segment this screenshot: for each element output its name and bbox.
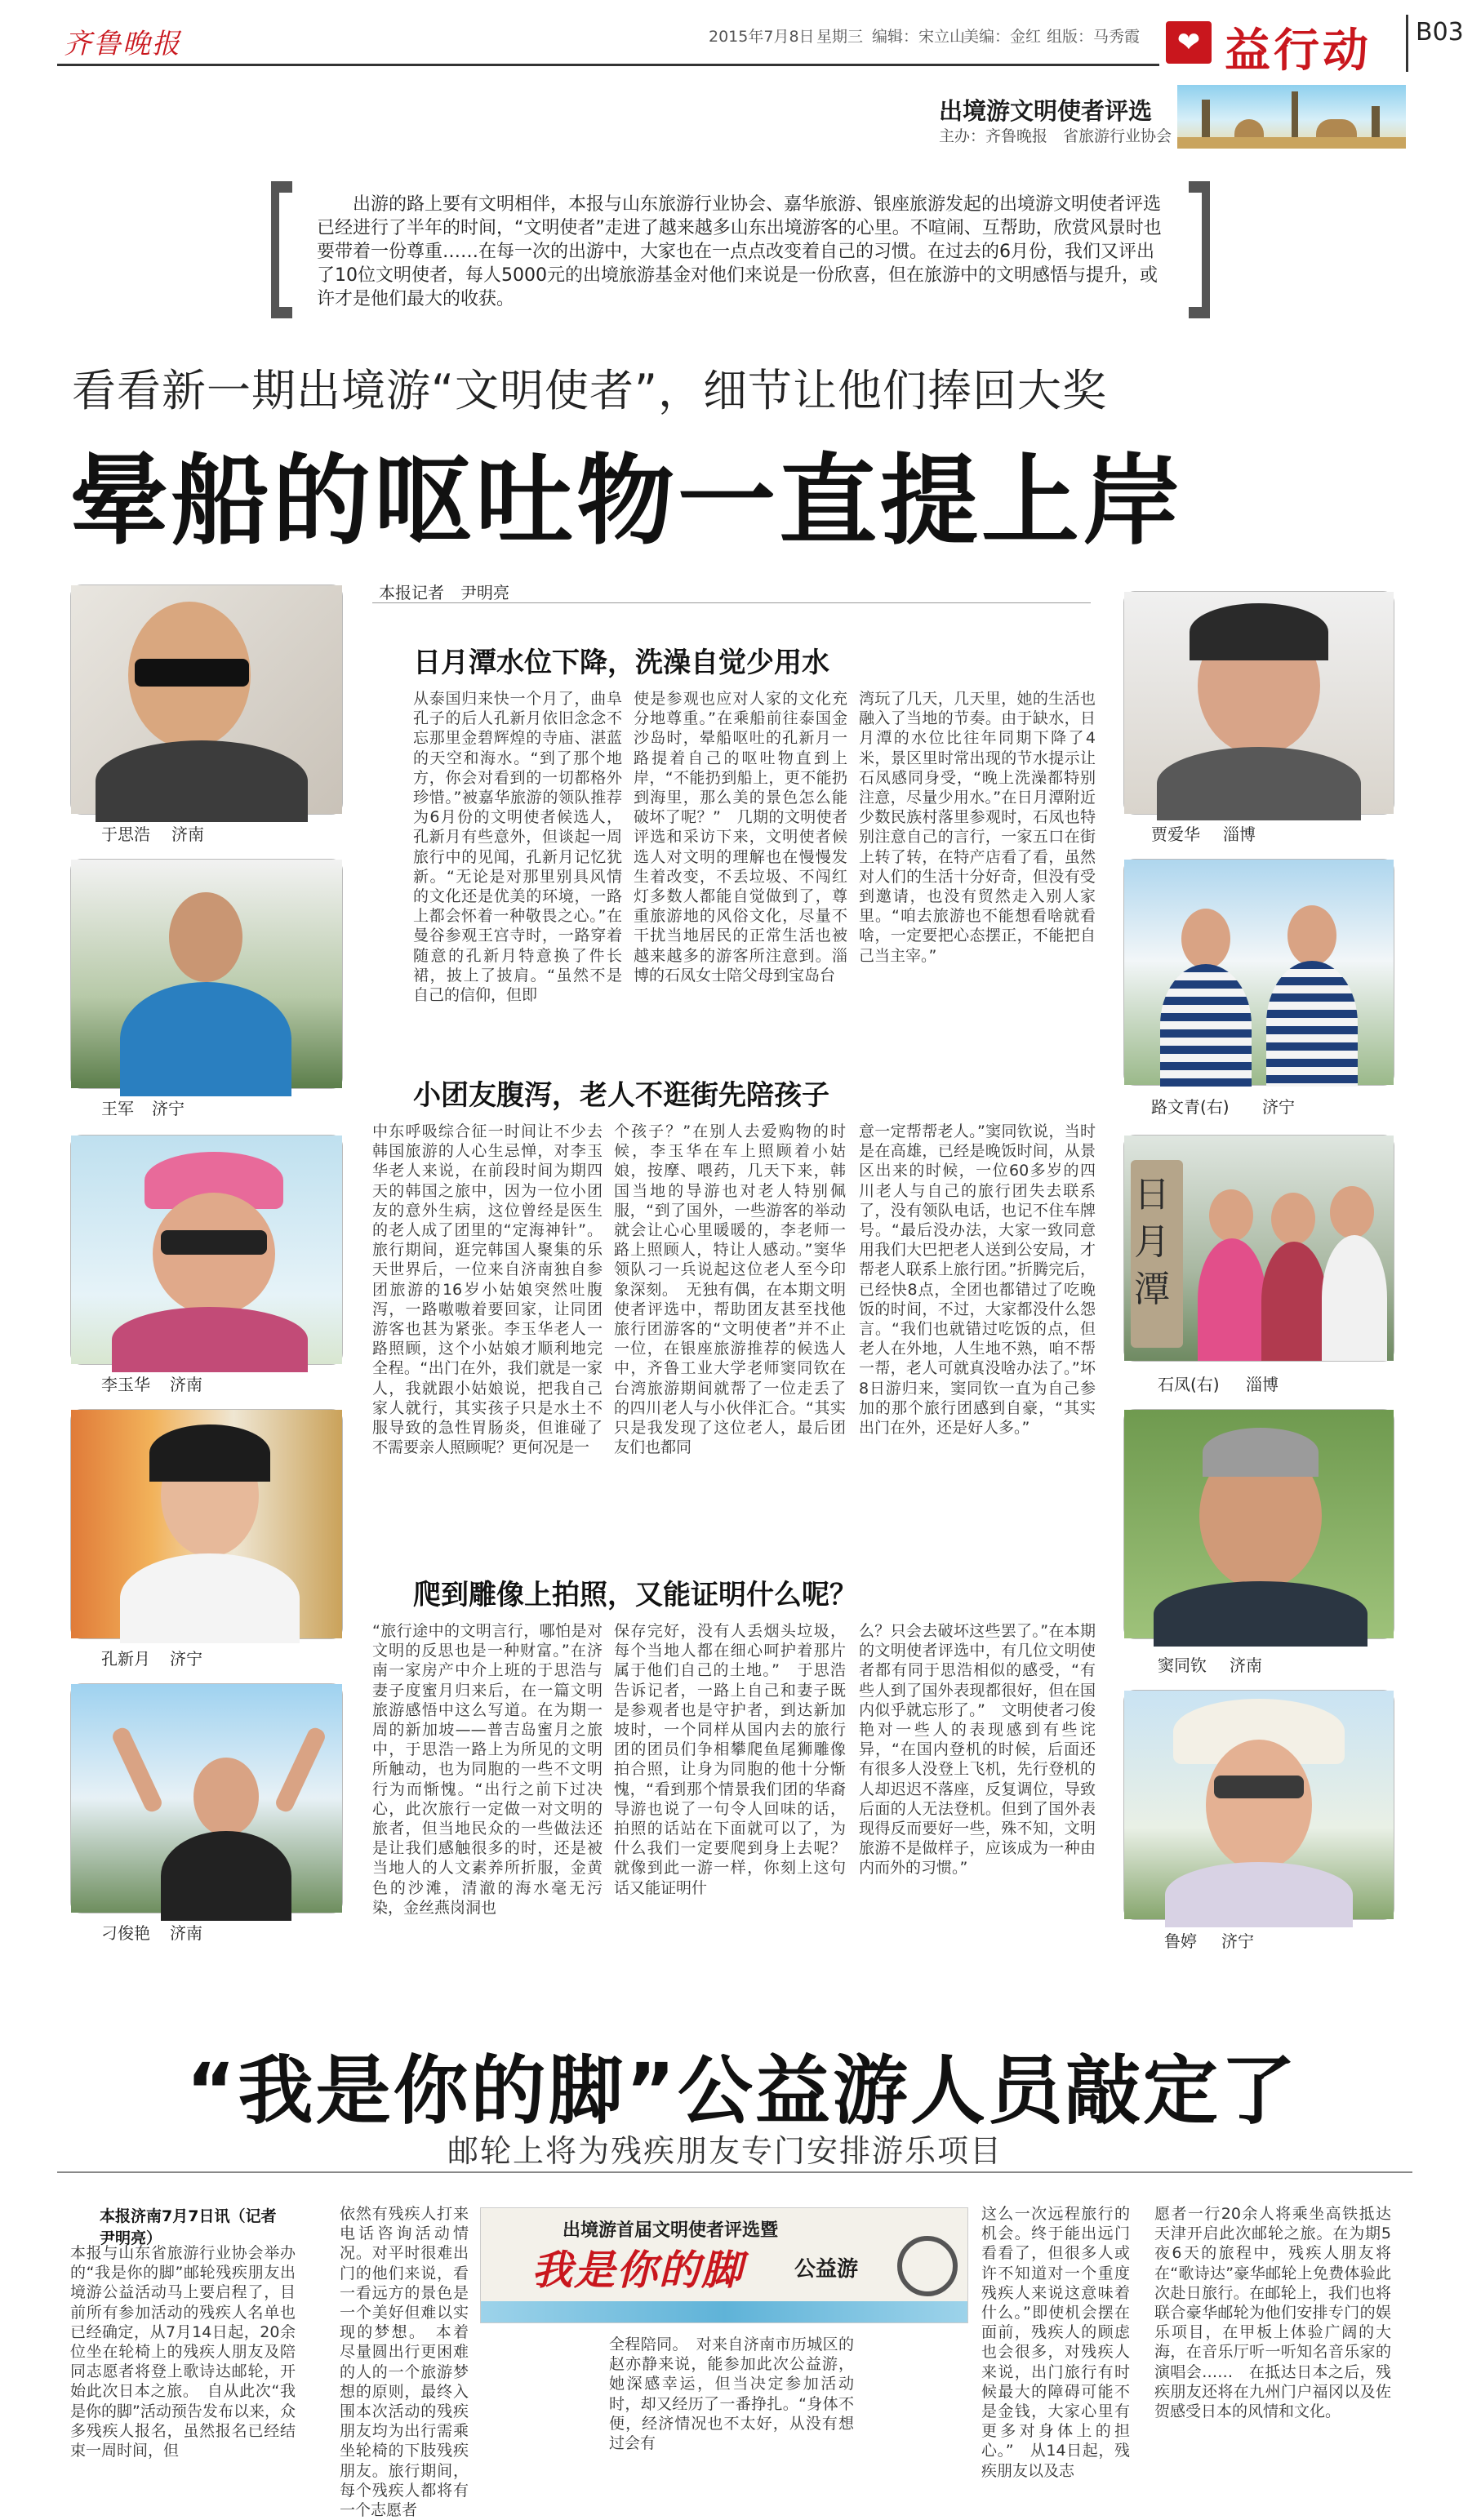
caption-city: 淄博 <box>1246 1375 1279 1394</box>
caption-city: 济宁 <box>170 1649 202 1669</box>
portrait-photo <box>70 1683 343 1913</box>
caption-city: 济宁 <box>1221 1931 1254 1951</box>
caption-city: 济南 <box>170 1375 202 1394</box>
column-sponsor: 主办：齐鲁晚报 省旅游行业协会 <box>939 127 1172 145</box>
caption-city: 济宁 <box>1262 1097 1295 1117</box>
article-column: 意一定帮帮老人。”窦同钦说，当时是在高雄，已经是晚饭时间，从景区出来的时候，一位60多岁的四川老人与自己的旅行团失去联系了，没有领队电话，也记不住车牌号。“最后没办法，大家一致同意用我们大巴把老人送到公安局，才帮老人联系上旅行团。”折腾完后，已经快8点，全团也都错过了吃晚饭的时间，不过，大家都没什么怨言。“我们也就错过吃饭的点，但老人在外地，人生地不熟，咱不帮一帮，老人可就真没啥办法了。”坏8日游归来，窦同钦一直为自己参加的那个旅行团感到自豪，“其实出门在外，还是好人多。” <box>859 1122 1096 1438</box>
dome-icon <box>1234 119 1264 139</box>
story2-lead: 本报济南7月7日讯（记者 尹明亮） <box>100 2207 277 2247</box>
caption-city: 济南 <box>1230 1656 1262 1675</box>
caption-city: 济宁 <box>152 1099 185 1118</box>
intro-box <box>271 181 1210 318</box>
article-column: 保存完好，没有人丢烟头垃圾，每个当地人都在细心呵护着那片属于他们自己的土地。” 于思浩告诉记者，一路上自己和妻子既是参观者也是守护者，到达新加坡时，一个同样从国内去的旅行团的团员们争相攀爬鱼尾狮雕像拍合照，让身为同胞的他十分惭愧，“看到那个情景我们团的华裔导游也说了一句令人回味的话，拍照的话站在下面就可以了，为什么我们一定要爬到身上去呢？就像到此一游一样，你刻上这句话又能证明什 <box>614 1622 846 1897</box>
caption-name: 于思浩 <box>101 824 150 844</box>
article-column: 中东呼吸综合征一时间让不少去韩国旅游的人心生忌惮，对李玉华老人来说，在前段时间为期四天的韩国之旅中，因为一位小团友的意外生病，这位曾经是医生的老人成了团里的“定海神针”。旅行期间，逛完韩国人聚集的乐天世界后，一位来自济南独自参团旅游的16岁小姑娘突然吐腹泻，一路嗷嗷着要回家，让同团游客也甚为紧张。李玉华老人一路照顾，这个小姑娘才顺利地完全程。“出门在外，我们就是一家人，我就跟小姑娘说，把我自己家人就行，其实孩子只是水土不服导致的急性胃肠炎，但谁碰了不需要亲人照顾呢？更何况是一 <box>372 1122 603 1457</box>
portrait-photo <box>1123 859 1394 1086</box>
portrait-photo <box>70 859 343 1089</box>
story2-subheadline: 邮轮上将为残疾朋友专门安排游乐项目 <box>447 2133 1003 2169</box>
caption-name: 李玉华 <box>101 1375 150 1394</box>
article-column: 使是参观也应对人家的文化充分地尊重。”在乘船前往泰国金沙岛时，晕船呕吐的孔新月一路提着自己的呕吐物直到上岸，“不能扔到船上，更不能扔到海里，那么美的景色怎么能破坏了呢？” 几期的文明使者评选和采访下来，文明使者候选人对文明的理解也在慢慢发生着改变，不丢垃圾、不闯红灯多数人都能自觉做到了，尊重旅游地的风俗文化，尽量不干扰当地居民的正常生活也被越来越多的游客所注意到。淄博的石凤女士陪父母到宝岛台 <box>634 690 847 984</box>
column-title: 出境游文明使者评选 <box>939 97 1153 125</box>
sea-wave <box>481 2301 967 2322</box>
portrait-photo <box>1123 1409 1394 1639</box>
story2-column: 本报与山东省旅游行业协会举办的“我是你的脚”邮轮残疾朋友出境游公益活动马上要启程了，目前所有参加活动的残疾人名单也已经确定，从7月14日起，20余位坐在轮椅上的残疾人朋友及陪同志愿者将登上歌诗达邮轮，开始此次日本之旅。 自从此次“我是你的脚”活动预告发布以来，众多残疾人报名，虽然报名已经结束一周时间，但 <box>70 2244 296 2460</box>
portrait-photo <box>1123 1690 1394 1920</box>
sun-moon-lake-sign: 日月潭 <box>1134 1174 1170 1310</box>
caption-name: 路文青(右) <box>1151 1097 1230 1117</box>
caption-name: 石凤(右) <box>1158 1375 1220 1394</box>
tower-icon <box>1372 106 1380 139</box>
section-subhead: 爬到雕像上拍照，又能证明什么呢？ <box>413 1579 857 1611</box>
section-title: 益行动 <box>1225 24 1372 78</box>
portrait-photo <box>70 1135 343 1365</box>
promo-top: 出境游首届文明使者评选暨 <box>563 2220 779 2241</box>
story2-column: 依然有残疾人打来电话咨询活动情况。对平时很难出门的他们来说，看一看远方的景色是一个美好但难以实现的梦想。 本着尽量圆出行更困难的人的一个旅游梦想的原则，最终入围本次活动的残疾朋友均为出行需乘坐轮椅的下肢残疾朋友。旅行期间，每个残疾人都将有一个志愿者 <box>340 2205 469 2520</box>
section-subhead: 小团友腹泻，老人不逛街先陪孩子 <box>413 1079 829 1112</box>
layout-credit: 组版：马秀霞 <box>1047 28 1141 46</box>
caption-city: 济南 <box>170 1923 202 1943</box>
caption-name: 鲁婷 <box>1164 1931 1197 1951</box>
left-bracket <box>271 181 292 318</box>
promo-tag: 公益游 <box>794 2257 859 2282</box>
article-byline: 本报记者 尹明亮 <box>379 583 509 602</box>
portrait-photo <box>70 584 343 815</box>
story2-rule <box>57 2171 1412 2173</box>
header-divider <box>1406 15 1408 72</box>
heart-hand-icon: ❤ <box>1166 21 1212 64</box>
promo-title: 我是你的脚 <box>531 2246 744 2294</box>
travel-landmarks-image <box>1177 85 1406 149</box>
issue-weekday: 星期三 <box>816 28 864 46</box>
caption-name: 贾爱华 <box>1151 824 1200 844</box>
designer-credit: 美编：金红 <box>963 28 1042 46</box>
promo-banner <box>480 2207 968 2323</box>
header-rule <box>57 64 1159 66</box>
page-number: B03 <box>1416 18 1464 47</box>
portrait-photo <box>70 1409 343 1639</box>
section-subhead: 日月潭水位下降，洗澡自觉少用水 <box>413 647 829 679</box>
dome-icon <box>1316 119 1357 139</box>
caption-name: 刁俊艳 <box>101 1923 150 1943</box>
article-column: 湾玩了几天，几天里，她的生活也融入了当地的节奏。由于缺水，日月潭的水位比往年同期下降了4米，景区里时常出现的节水提示让石凤感同身受，“晚上洗澡都特别注意，尽量少用水。”在日月潭附近少数民族村落里参观时，石凤也特别注意自己的言行，一家五口在街上转了转，在特产店看了看，虽然对人们的生活十分好奇，但没有受到邀请，也没有贸然走入别人家里。“咱去旅游也不能想看啥就看啥，一定要把心态摆正，不能把自己当主宰。” <box>859 690 1096 965</box>
article-column: 么？只会去破坏这些罢了。”在本期的文明使者评选中，有几位文明使者都有同于思浩相似的感受，“有些人到了国外表现都很好，但在国内似乎就忘形了。” 文明使者刁俊艳对一些人的表现感到有些诧异，“在国内登机的时候，后面还有很多人没登上飞机，先行登机的人却迟迟不落座，反复调位，导致后面的人无法登机。但到了国外表现得反而要好一些，殊不知，文明旅游不是做样子，应该成为一种由内而外的习惯。” <box>859 1622 1096 1878</box>
byline-rule <box>372 602 1091 603</box>
caption-city: 济南 <box>171 824 204 844</box>
article-column: 个孩子？”在别人去爱购物的时候，李玉华在车上照顾着小姑娘，按摩、喂药，几天下来，韩国当地的导游也对老人特别佩服，“到了国外，一些游客的举动就会让心心里暖暖的，李老师一路上照顾人，特让人感动。”窦华领队刁一兵说起这位老人至今印象深刻。 无独有偶，在本期文明使者评选中，帮助团友甚至找他旅行团游客的“文明使者”并不止一位，在银座旅游推荐的候选人中，齐鲁工业大学老师窦同钦在台湾旅游期间就帮了一位走丢了的四川老人与小伙伴汇合。“其实只是我发现了这位老人，最后团友们也都同 <box>614 1122 846 1457</box>
ground-strip <box>1177 137 1406 149</box>
story2-headline: “我是你的脚”公益游人员敲定了 <box>186 2047 1298 2135</box>
story2-column: 全程陪同。 对来自济南市历城区的赵亦静来说，能参加此次公益游，她深感幸运，但当决定参加活动时，却又经历了一番挣扎。“身体不便，经济情况也不太好，从没有想过会有 <box>609 2336 854 2453</box>
issue-date: 2015年7月8日 <box>709 28 815 46</box>
wheelchair-icon <box>897 2236 958 2296</box>
story2-column: 这么一次远程旅行的机会。终于能出远门看看了，但很多人或许不知道对一个重度残疾人来说这意味着什么。”即使机会摆在面前，残疾人的顾虑也会很多，对残疾人来说，出门旅行有时候最大的障碍可能不是金钱，大家心里有更多对身体上的担心。” 从14日起，残疾朋友以及志 <box>981 2205 1130 2480</box>
portrait-photo <box>1123 591 1394 815</box>
caption-city: 淄博 <box>1223 824 1256 844</box>
article-column: 从泰国归来快一个月了，曲阜孔子的后人孔新月依旧念念不忘那里金碧辉煌的寺庙、湛蓝的天空和海水。“到了那个地方，你会对看到的一切都格外珍惜。”被嘉华旅游的领队推荐为6月份的文明使者候选人，孔新月有些意外，但谈起一周旅行中的见闻，孔新月记忆犹新。“无论是对那里别具风情的文化还是优美的环境，一路上都会怀着一种敬畏之心。”在曼谷参观王宫寺时，一路穿着随意的孔新月特意换了件长裙，披上了披肩。“虽然不是自己的信仰，但即 <box>413 690 622 1005</box>
right-bracket <box>1189 181 1210 318</box>
intro-text: 出游的路上要有文明相伴，本报与山东旅游行业协会、嘉华旅游、银座旅游发起的出境游文明使者评选已经进行了半年的时间，“文明使者”走进了越来越多山东出境游客的心里。不喧闹、互帮助，欣赏风景时也要带着一份尊重……在每一次的出游中，大家也在一点点改变着自己的习惯。在过去的6月份，我们又评出了10位文明使者，每人5000元的出境旅游基金对他们来说是一份欣喜，但在旅游中的文明感悟与提升，或许才是他们最大的收获。 <box>317 194 1162 309</box>
caption-name: 窦同钦 <box>1158 1656 1207 1675</box>
tower-icon <box>1292 91 1298 139</box>
caption-name: 王军 <box>101 1099 134 1118</box>
article-column: “旅行途中的文明言行，哪怕是对文明的反思也是一种财富。”在济南一家房产中介上班的于思浩与妻子度蜜月归来后，在一篇文明旅游感悟中这么写道。在为期一周的新加坡——普吉岛蜜月之旅中，于思浩一路上为所见的文明所触动，也为同胞的一些不文明行为而惭愧。“出行之前下过决心，此次旅行一定做一对文明的旅者，但当地民众的一些做法还是让我们感触很多的时，还是被当地人的人文素养所折服，金黄色的沙滩，清澈的海水毫无污染，金丝燕岗洞也 <box>372 1622 603 1917</box>
article-kicker: 看看新一期出境游“文明使者”，细节让他们捧回大奖 <box>72 365 1107 416</box>
section-banner <box>1166 15 1403 78</box>
article-headline: 晕船的呕吐物一直提上岸 <box>70 445 1184 558</box>
group-photo <box>1123 1135 1394 1362</box>
newspaper-logo: 齐鲁晚报 <box>64 28 181 60</box>
tower-icon <box>1202 100 1210 139</box>
editor-credit: 编辑：宋立山 <box>872 28 966 46</box>
caption-name: 孔新月 <box>101 1649 150 1669</box>
story2-column: 愿者一行20余人将乘坐高铁抵达天津开启此次邮轮之旅。在为期5夜6天的旅程中，残疾人朋友将在“歌诗达”豪华邮轮上免费体验此次赴日旅行。在邮轮上，我们也将联合豪华邮轮为他们安排专门的娱乐项目，在甲板上体验广阔的大海，在音乐厅听一听知名音乐家的演唱会…… 在抵达日本之后，残疾朋友还将在九州门户福冈以及佐贺感受日本的风情和文化。 <box>1154 2205 1391 2421</box>
